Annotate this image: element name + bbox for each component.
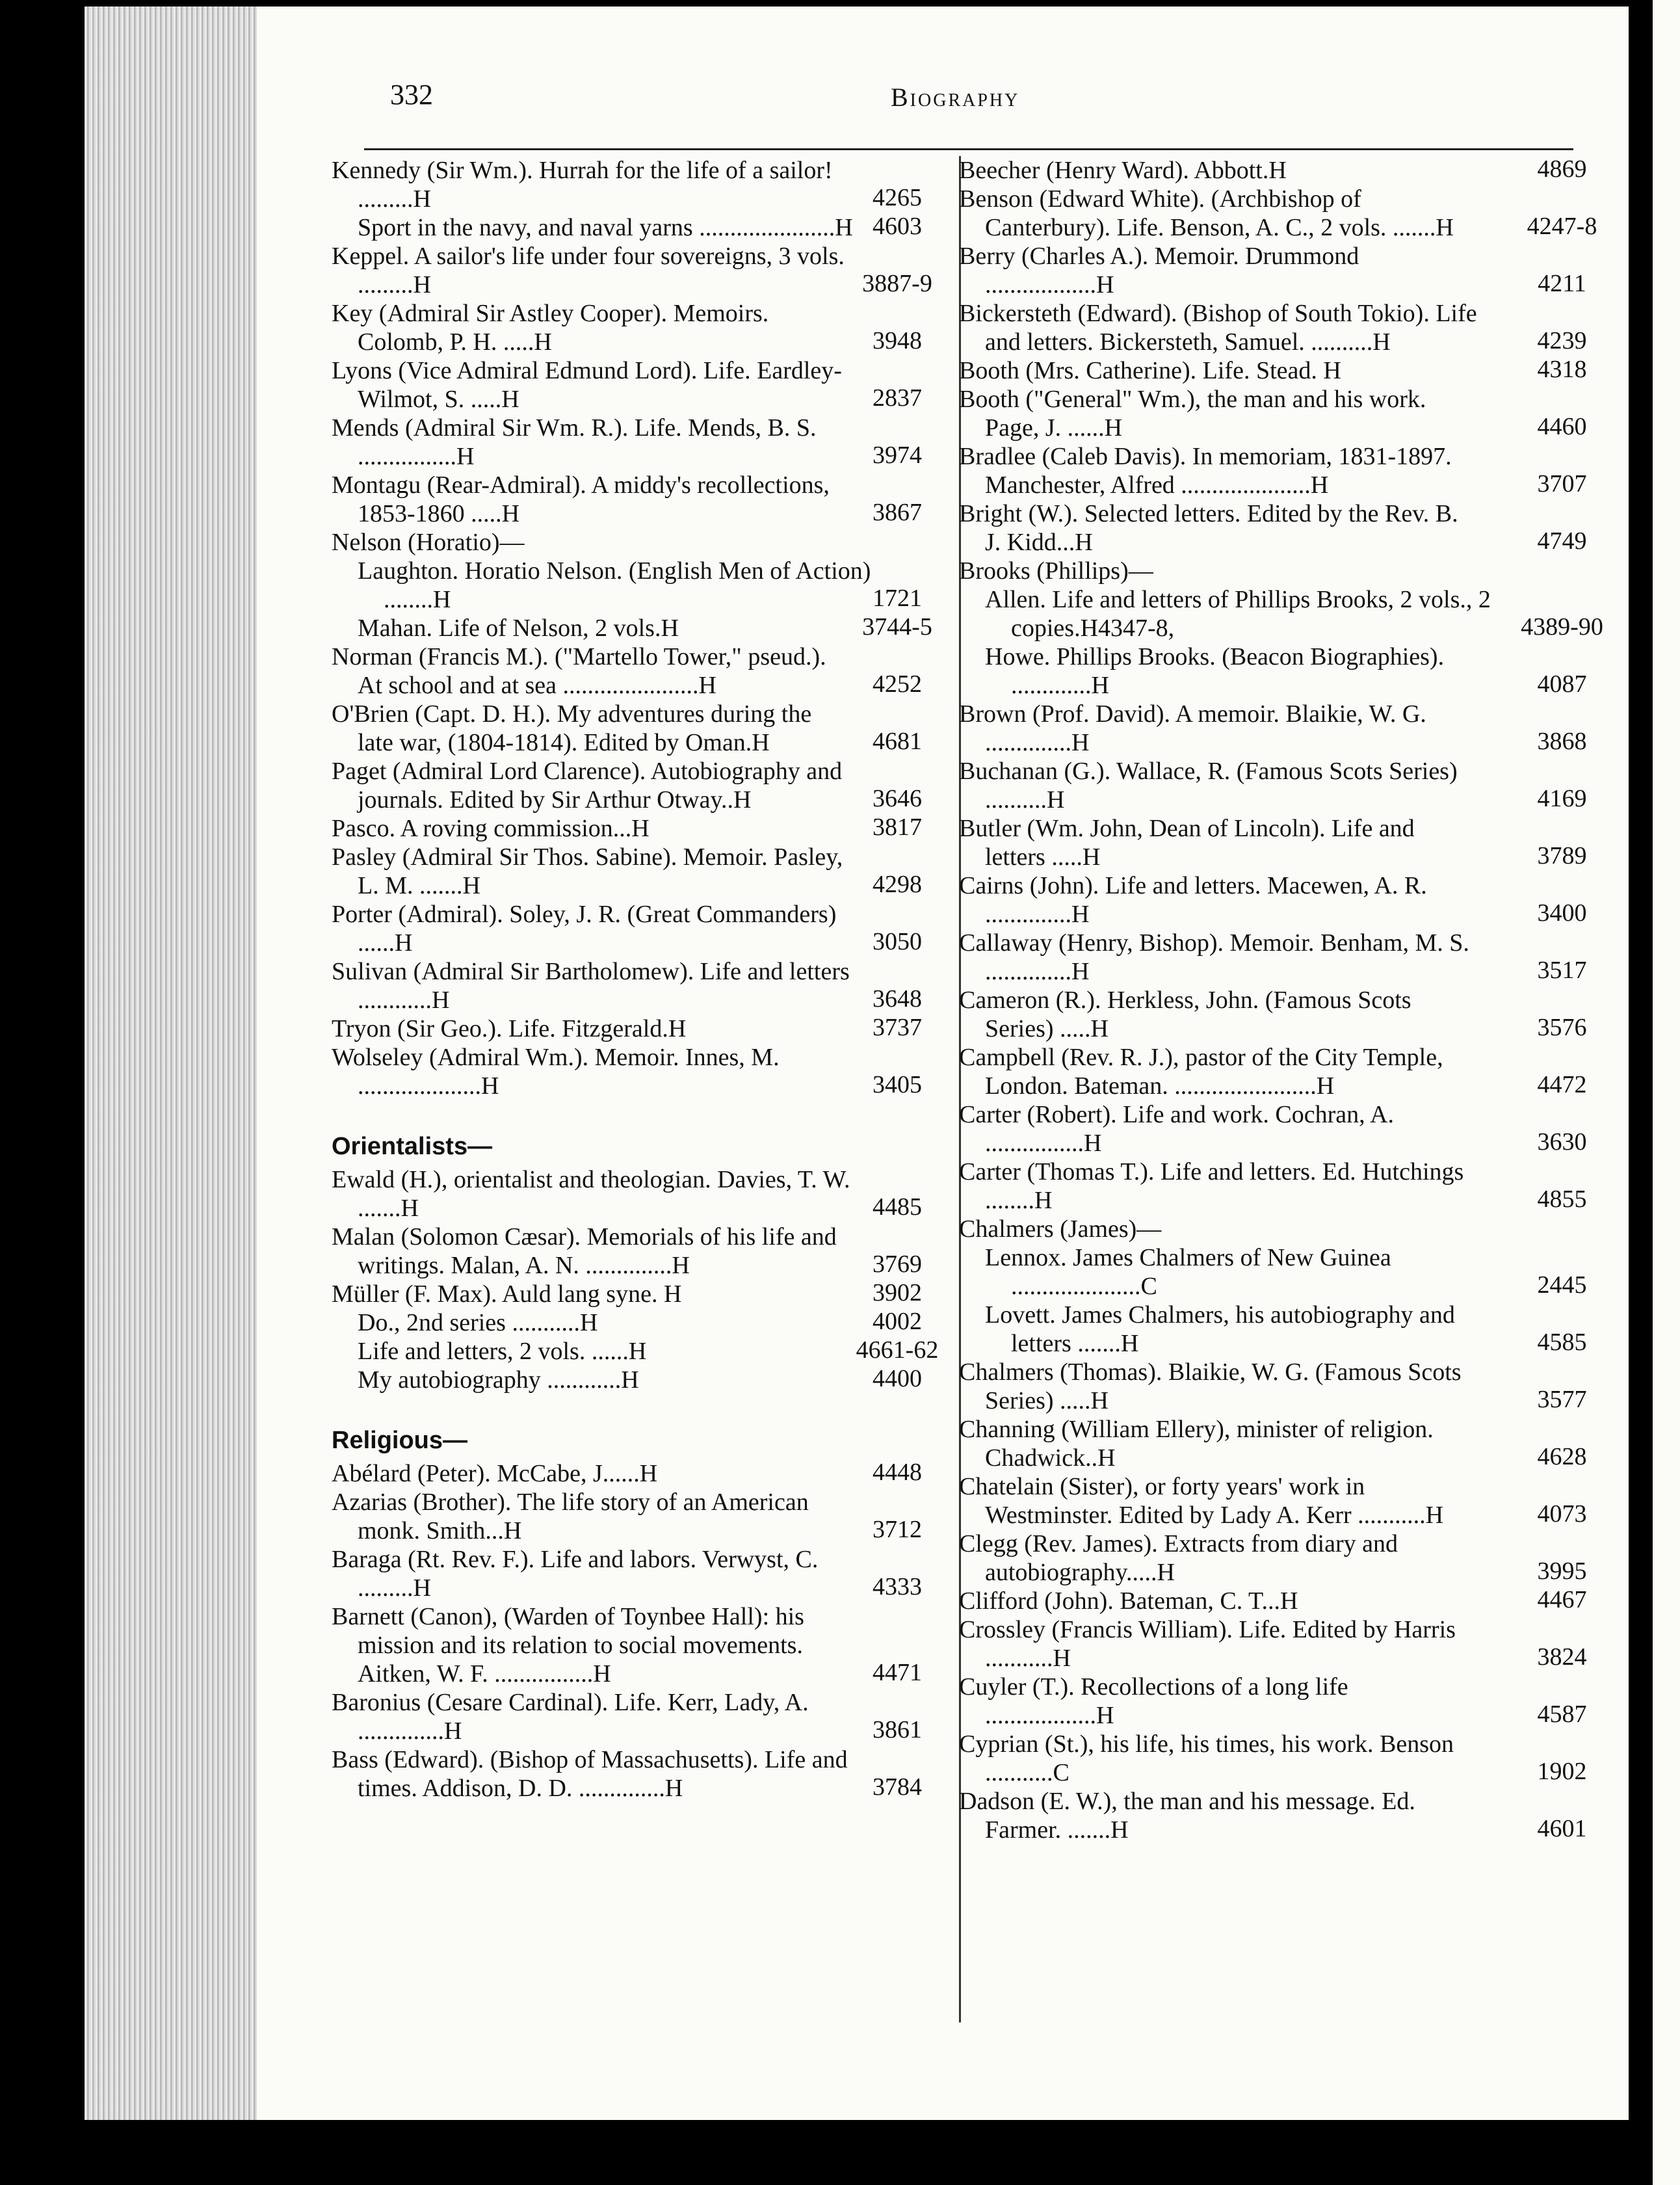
right-entries [959,156,1616,1844]
call-number: 3824 [1537,1643,1587,1671]
catalog-entry [959,814,1616,871]
call-number: 3817 [873,814,922,841]
call-number: 4585 [1537,1329,1587,1356]
entry-text: Do., 2nd series ...........H [358,1309,598,1336]
call-number: 4169 [1537,785,1587,812]
call-number: 3789 [1537,842,1587,869]
entry-text: Brown (Prof. David). A memoir. Blaikie, W. G. ..............H [959,700,1426,756]
call-number: 1721 [873,585,922,612]
call-number: 3577 [1537,1386,1587,1413]
catalog-entry [959,1673,1616,1730]
entry-text: Booth (Mrs. Catherine). Life. Stead. H [959,357,1341,384]
catalog-entry [332,1223,943,1280]
call-number: 4869 [1537,155,1587,183]
catalog-entry [332,1459,943,1488]
entry-text: Sport in the navy, and naval yarns ......................H [358,214,853,241]
next-page-edge [1638,0,1680,2185]
catalog-entry [959,185,1616,242]
catalog-entry [959,442,1616,499]
entry-text: My autobiography ............H [358,1366,639,1394]
catalog-entry [959,1472,1616,1530]
entry-text: Baronius (Cesare Cardinal). Life. Kerr, Lady, A. ..............H [332,1689,809,1745]
call-number: 4467 [1537,1586,1587,1613]
catalog-entry [959,1358,1616,1415]
call-number: 4298 [873,871,922,898]
call-number: 4087 [1537,670,1587,698]
entry-text: Pasley (Admiral Sir Thos. Sabine). Memoir. Pasley, L. M. .......H [332,843,843,899]
catalog-entry [959,1100,1616,1158]
catalog-entry [332,1366,943,1394]
catalog-entry [332,957,943,1014]
left-entries [332,156,943,1100]
catalog-entry [332,242,943,299]
entry-text: Beecher (Henry Ward). Abbott.H [959,157,1287,184]
entry-text: Abélard (Peter). McCabe, J......H [332,1460,658,1487]
entry-text: Norman (Francis M.). ("Martello Tower," pseud.). At school and at sea ......................H [332,643,826,699]
call-number: 3784 [873,1773,922,1801]
entry-text: Azarias (Brother). The life story of an American monk. Smith...H [332,1489,809,1544]
entry-text: Bickersteth (Edward). (Bishop of South Tokio). Life and letters. Bickersteth, Samuel. ..........H [959,300,1477,356]
entry-text: Callaway (Henry, Bishop). Memoir. Benham, M. S. ..............H [959,929,1469,985]
catalog-entry [332,213,943,242]
catalog-entry [959,1301,1616,1358]
entry-text: Chalmers (Thomas). Blaikie, W. G. (Famous Scots Series) .....H [959,1358,1462,1414]
entry-text: Bass (Edward). (Bishop of Massachusetts). Life and times. Addison, D. D. ..............H [332,1746,848,1802]
catalog-entry [332,1488,943,1545]
call-number: 3400 [1537,899,1587,927]
catalog-entry [959,929,1616,986]
catalog-entry [332,156,943,213]
call-number: 4603 [873,213,922,240]
call-number: 3902 [873,1279,922,1306]
catalog-entry [332,299,943,356]
catalog-entry [959,757,1616,814]
catalog-entry [332,471,943,528]
catalog-entry [959,557,1616,585]
catalog-entry [959,299,1616,356]
entry-text: Carter (Thomas T.). Life and letters. Ed. Hutchings ........H [959,1158,1464,1214]
entry-text: Benson (Edward White). (Archbishop of Canterbury). Life. Benson, A. C., 2 vols. .......H [959,185,1454,241]
entry-text: Cairns (John). Life and letters. Macewen, A. R. ..............H [959,872,1427,928]
catalog-entry [332,1545,943,1602]
entry-text: Laughton. Horatio Nelson. (English Men of Action) ........H [358,557,871,613]
catalog-entry [332,528,943,557]
entry-text: Paget (Admiral Lord Clarence). Autobiography and journals. Edited by Sir Arthur Otway..H [332,758,843,814]
catalog-entry [959,871,1616,929]
call-number: 4749 [1537,527,1587,555]
catalog-entry [332,1280,943,1308]
entry-text: Mends (Admiral Sir Wm. R.). Life. Mends, B. S. ................H [332,414,817,470]
catalog-entry [959,1787,1616,1844]
entry-text: Tryon (Sir Geo.). Life. Fitzgerald.H [332,1015,687,1042]
entry-text: Baraga (Rt. Rev. F.). Life and labors. Verwyst, C. .........H [332,1546,819,1602]
call-number: 3050 [873,928,922,955]
section-heading-orientalists: Orientalists— [332,1133,493,1160]
catalog-entry [332,700,943,757]
catalog-entry [959,356,1616,385]
page-number: 332 [390,79,433,111]
entry-text: Brooks (Phillips)— [959,557,1153,585]
call-number: 3646 [873,785,922,812]
call-number: 4002 [873,1308,922,1335]
catalog-entry [959,1158,1616,1215]
call-number: 4448 [873,1459,922,1486]
call-number: 4318 [1537,356,1587,383]
entry-text: Chalmers (James)— [959,1215,1162,1243]
catalog-entry [332,814,943,843]
entry-text: Key (Admiral Sir Astley Cooper). Memoirs. Colomb, P. H. .....H [332,300,769,356]
entry-text: Wolseley (Admiral Wm.). Memoir. Innes, M. ....................H [332,1044,780,1100]
catalog-entry [959,156,1616,185]
catalog-entry [959,1243,1616,1301]
catalog-entry [332,414,943,471]
call-number: 3630 [1537,1128,1587,1156]
religious-entries [332,1459,943,1803]
call-number: 4247-8 [1527,213,1597,240]
call-number: 1902 [1537,1758,1587,1785]
entry-text: Pasco. A roving commission...H [332,815,650,842]
call-number: 4239 [1537,327,1587,354]
entry-text: Howe. Phillips Brooks. (Beacon Biographies). .............H [985,643,1445,699]
call-number: 4211 [1538,270,1586,297]
entry-text: Channing (William Ellery), minister of religion. Chadwick..H [959,1416,1434,1472]
entry-text: Carter (Robert). Life and work. Cochran, A. ................H [959,1101,1395,1157]
catalog-entry [332,757,943,814]
catalog-entry [959,642,1616,700]
catalog-entry [332,1043,943,1100]
catalog-entry [332,356,943,414]
catalog-entry [332,1745,943,1803]
entry-text: Clifford (John). Bateman, C. T...H [959,1587,1298,1615]
catalog-entry [959,585,1616,642]
entry-text: Lyons (Vice Admiral Edmund Lord). Life. Eardley-Wilmot, S. .....H [332,357,842,413]
entry-text: Bradlee (Caleb Davis). In memoriam, 1831-1897. Manchester, Alfred .....................H [959,443,1452,499]
catalog-entry [959,1615,1616,1673]
call-number: 4073 [1537,1500,1587,1528]
gutter [1638,0,1653,2185]
entry-text: Dadson (E. W.), the man and his message. Ed. Farmer. .......H [959,1788,1415,1844]
catalog-entry [332,1165,943,1223]
entry-text: Barnett (Canon), (Warden of Toynbee Hall): his mission and its relation to social movements. Aitken, W. F. ................H [332,1603,804,1688]
right-column [959,156,1616,1844]
call-number: 4601 [1537,1815,1587,1842]
entry-text: Butler (Wm. John, Dean of Lincoln). Life and letters .....H [959,815,1415,871]
call-number: 4587 [1537,1701,1587,1728]
catalog-entry [959,385,1616,442]
entry-text: Lennox. James Chalmers of New Guinea .....................C [985,1244,1391,1300]
call-number: 4661-62 [856,1336,939,1364]
entry-text: Keppel. A sailor's life under four sovereigns, 3 vols. .........H [332,243,845,298]
call-number: 3576 [1537,1014,1587,1041]
entry-text: Montagu (Rear-Admiral). A middy's recollections, 1853-1860 .....H [332,471,830,527]
entry-text: Sulivan (Admiral Sir Bartholomew). Life and letters ............H [332,958,850,1014]
catalog-entry [959,1415,1616,1472]
call-number: 3995 [1537,1557,1587,1585]
call-number: 3648 [873,985,922,1013]
catalog-entry [959,1530,1616,1587]
catalog-entry [332,1337,943,1366]
catalog-entry [332,557,943,614]
call-number: 4471 [873,1659,922,1686]
call-number: 2837 [873,384,922,412]
call-number: 4472 [1537,1071,1587,1098]
catalog-entry [959,1587,1616,1615]
entry-text: Cuyler (T.). Recollections of a long life ..................H [959,1673,1348,1729]
entry-text: Allen. Life and letters of Phillips Brooks, 2 vols., 2 copies.H4347-8, [985,586,1491,642]
entry-text: Lovett. James Chalmers, his autobiography and letters .......H [985,1301,1455,1357]
call-number: 3769 [873,1251,922,1278]
entry-text: Malan (Solomon Cæsar). Memorials of his life and writings. Malan, A. N. ..............H [332,1223,837,1279]
call-number: 3517 [1537,957,1587,984]
catalog-entry [959,1043,1616,1100]
entry-text: Clegg (Rev. James). Extracts from diary and autobiography.....H [959,1530,1398,1586]
call-number: 4855 [1537,1185,1587,1213]
call-number: 3887-9 [862,270,932,297]
catalog-entry [959,242,1616,299]
catalog-entry [332,614,943,642]
entry-text: Chatelain (Sister), or forty years' work in Westminster. Edited by Lady A. Kerr ...........H [959,1473,1444,1529]
call-number: 3712 [873,1516,922,1543]
call-number: 3707 [1537,470,1587,497]
call-number: 4400 [873,1365,922,1392]
call-number: 3948 [873,327,922,354]
entry-text: Booth ("General" Wm.), the man and his work. Page, J. ......H [959,386,1426,442]
entry-text: Mahan. Life of Nelson, 2 vols.H [358,615,679,642]
entry-text: Cyprian (St.), his life, his times, his work. Benson ...........C [959,1730,1454,1786]
call-number: 3861 [873,1716,922,1743]
entry-text: Nelson (Horatio)— [332,529,525,556]
call-number: 4333 [873,1573,922,1600]
call-number: 3868 [1537,728,1587,755]
orientalists-entries [332,1165,943,1394]
catalog-entry [332,1688,943,1745]
catalog-entry [332,900,943,957]
call-number: 3744-5 [862,613,932,641]
entry-text: Campbell (Rev. R. J.), pastor of the City Temple, London. Bateman. .......................H [959,1044,1443,1100]
entry-text: Cameron (R.). Herkless, John. (Famous Scots Series) .....H [959,987,1411,1042]
header-rule [364,148,1573,150]
catalog-entry [959,499,1616,557]
entry-text: O'Brien (Capt. D. H.). My adventures during the late war, (1804-1814). Edited by Oman.H [332,700,812,756]
entry-text: Life and letters, 2 vols. ......H [358,1338,647,1365]
call-number: 4628 [1537,1443,1587,1470]
entry-text: Porter (Admiral). Soley, J. R. (Great Commanders) ......H [332,901,837,957]
call-number: 3405 [873,1071,922,1098]
catalog-entry [332,1014,943,1043]
entry-text: Buchanan (G.). Wallace, R. (Famous Scots Series) ..........H [959,758,1458,814]
entry-text: Crossley (Francis William). Life. Edited by Harris ...........H [959,1616,1456,1672]
call-number: 4389-90 [1521,613,1603,641]
call-number: 3974 [873,442,922,469]
call-number: 3737 [873,1014,922,1041]
catalog-entry [959,1215,1616,1243]
call-number: 4265 [873,184,922,211]
catalog-entry [332,642,943,700]
call-number: 4681 [873,728,922,755]
entry-text: Müller (F. Max). Auld lang syne. H [332,1280,682,1308]
call-number: 4460 [1537,413,1587,440]
catalog-entry [332,843,943,900]
section-heading-religious: Religious— [332,1427,468,1454]
entry-text: Bright (W.). Selected letters. Edited by the Rev. B. J. Kidd...H [959,500,1458,556]
page-header [384,78,1567,124]
entry-text: Kennedy (Sir Wm.). Hurrah for the life of a sailor! .........H [332,157,833,213]
running-title: Biography [891,83,1020,112]
call-number: 3867 [873,499,922,526]
call-number: 4252 [873,670,922,698]
page-edges [85,7,273,2120]
catalog-entry [959,700,1616,757]
catalog-entry [332,1602,943,1688]
entry-text: Berry (Charles A.). Memoir. Drummond ..................H [959,243,1359,298]
catalog-entry [959,986,1616,1043]
catalog-entry [959,1730,1616,1787]
entry-text: Ewald (H.), orientalist and theologian. Davies, T. W. .......H [332,1166,850,1222]
catalog-entry [332,1308,943,1337]
call-number: 4485 [873,1193,922,1221]
left-column [332,156,943,1803]
call-number: 2445 [1537,1271,1587,1299]
